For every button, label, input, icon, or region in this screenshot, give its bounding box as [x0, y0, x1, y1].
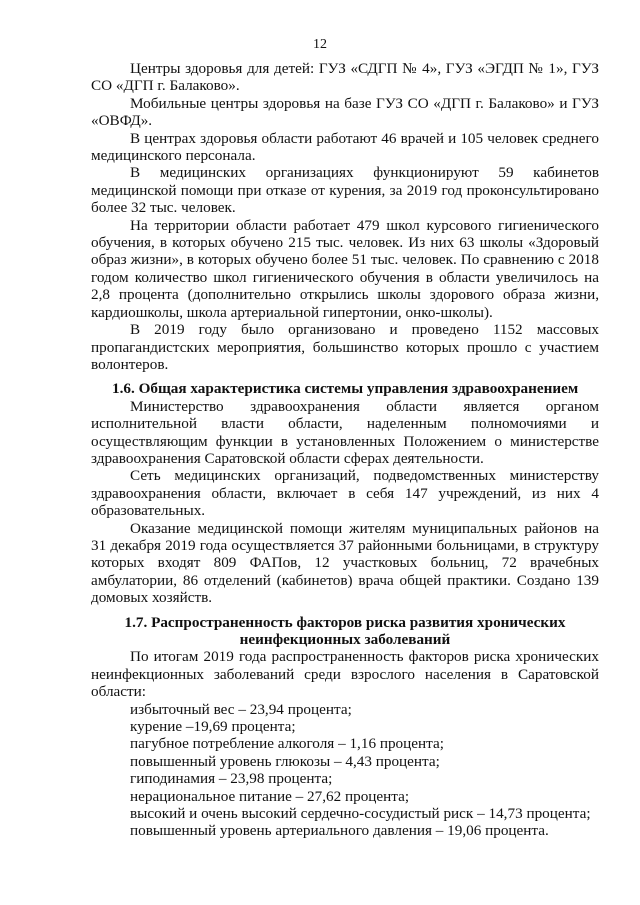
spacer	[91, 373, 599, 380]
paragraph: Сеть медицинских организаций, подведомственных министерству здравоохранения области, включает в себя 147 учреждений, из них 4 образовательных.	[91, 467, 599, 520]
paragraph: Оказание медицинской помощи жителям муниципальных районов на 31 декабря 2019 года осуществляется 37 районными больницами, в структуру которых входят 809 ФАПов, 12 участковых больниц, 72 врачебных амбулатории, 86 отделений (кабинетов) врача общей практики. Создано 139 домовых хозяйств.	[91, 519, 599, 607]
list-item: повышенный уровень глюкозы – 4,43 процента;	[130, 752, 440, 770]
list-item: пагубное потребление алкоголя – 1,16 процента;	[130, 735, 444, 753]
list-item: избыточный вес – 23,94 процента;	[130, 700, 352, 718]
paragraph: На территории области работает 479 школ курсового гигиенического обучения, в которых обучено 215 тыс. человек. Из них 63 школы «Здоровый образ жизни», в которых обучено более 51 тыс. человек. По сравнению с 2018 годом количество школ гигиенического обучения в области увеличилось на 2,8 процента (дополнительно открылись школы здорового образа жизни, кардиошколы, школа артериальной гипертонии, онко-школы).	[91, 216, 599, 321]
spacer	[91, 607, 599, 614]
paragraph: Мобильные центры здоровья на базе ГУЗ СО «ДГП г. Балаково» и ГУЗ «ОВФД».	[91, 94, 599, 130]
paragraph: В медицинских организациях функционируют 59 кабинетов медицинской помощи при отказе от курения, за 2019 год проконсультировано более 32 тыс. человек.	[91, 164, 599, 217]
section-heading-1-7-line2: неинфекционных заболеваний	[239, 631, 451, 648]
section-heading-1-7-line1: 1.7. Распространенность факторов риска развития хронических	[124, 613, 566, 631]
list-item: курение –19,69 процента;	[130, 718, 296, 736]
list-item: нерациональное питание – 27,62 процента;	[130, 787, 410, 805]
paragraph: По итогам 2019 года распространенность факторов риска хронических неинфекционных заболеваний среди взрослого населения в Саратовской области:	[91, 648, 599, 701]
paragraph: В центрах здоровья области работают 46 врачей и 105 человек среднего медицинского персонала.	[91, 129, 599, 165]
list-item: повышенный уровень артериального давления – 19,06 процента.	[130, 822, 549, 840]
section-heading-1-6: 1.6. Общая характеристика системы управления здравоохранением	[112, 380, 579, 398]
list-item: гиподинамия – 23,98 процента;	[130, 770, 333, 788]
page-number: 12	[313, 37, 327, 52]
paragraph: В 2019 году было организовано и проведено 1152 массовых пропагандистских мероприятия, большинство которых прошло с участием волонтеров.	[91, 321, 599, 373]
page-body	[91, 60, 599, 840]
paragraph: Министерство здравоохранения области является органом исполнительной власти области, наделенным полномочиями и осуществляющим функции в установленных Положением о министерстве здравоохранения Саратовской области сферах деятельности.	[91, 397, 599, 467]
list-item: высокий и очень высокий сердечно-сосудистый риск – 14,73 процента;	[130, 805, 591, 823]
paragraph: Центры здоровья для детей: ГУЗ «СДГП № 4», ГУЗ «ЭГДП № 1», ГУЗ СО «ДГП г. Балаково».	[91, 60, 599, 95]
